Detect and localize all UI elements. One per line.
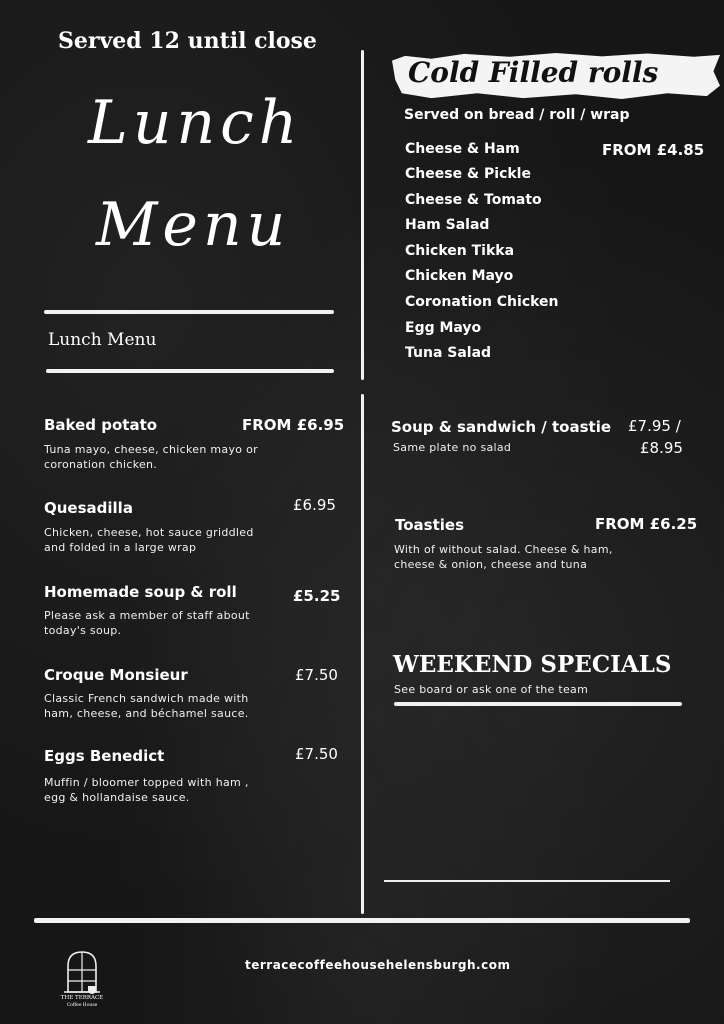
item-desc-quesadilla-1: Chicken, cheese, hot sauce griddled bbox=[44, 526, 254, 539]
weekend-specials-desc: See board or ask one of the team bbox=[394, 683, 589, 696]
item-name-croque-monsieur: Croque Monsieur bbox=[44, 666, 188, 684]
divider-right-bottom bbox=[384, 880, 670, 882]
item-desc-baked-potato-1: Tuna mayo, cheese, chicken mayo or bbox=[44, 443, 258, 456]
item-desc-quesadilla-2: and folded in a large wrap bbox=[44, 541, 197, 554]
served-time: Served 12 until close bbox=[58, 28, 317, 54]
cold-rolls-title: Cold Filled rolls bbox=[408, 56, 659, 89]
title-menu: Menu bbox=[96, 190, 291, 260]
item-name-soup-sandwich: Soup & sandwich / toastie bbox=[391, 418, 612, 436]
divider-top-left bbox=[44, 310, 334, 314]
roll-item: Ham Salad bbox=[405, 217, 490, 233]
item-desc-eggs-benedict-1: Muffin / bloomer topped with ham , bbox=[44, 776, 249, 789]
subtitle-lunch-menu: Lunch Menu bbox=[48, 330, 157, 350]
item-name-eggs-benedict: Eggs Benedict bbox=[44, 747, 165, 765]
logo-text-2: Coffee House bbox=[66, 1003, 98, 1008]
window-logo-icon bbox=[58, 946, 106, 996]
item-desc-croque-monsieur-2: ham, cheese, and béchamel sauce. bbox=[44, 707, 249, 720]
item-price-soup-sandwich-2: £8.95 bbox=[640, 439, 683, 457]
vertical-divider-upper bbox=[361, 50, 364, 380]
item-name-baked-potato: Baked potato bbox=[44, 416, 158, 434]
item-desc-soup-roll-1: Please ask a member of staff about bbox=[44, 609, 250, 622]
item-desc-soup-roll-2: today's soup. bbox=[44, 624, 122, 637]
weekend-specials-title: WEEKEND SPECIALS bbox=[393, 651, 672, 678]
item-price-croque-monsieur: £7.50 bbox=[295, 666, 338, 684]
roll-item: Chicken Tikka bbox=[405, 243, 515, 259]
item-price-eggs-benedict: £7.50 bbox=[295, 745, 338, 763]
item-desc-eggs-benedict-2: egg & hollandaise sauce. bbox=[44, 791, 190, 804]
roll-item: Cheese & Pickle bbox=[405, 166, 531, 182]
item-price-soup-roll: £5.25 bbox=[293, 587, 341, 605]
item-price-toasties: FROM £6.25 bbox=[595, 515, 698, 533]
item-desc-baked-potato-2: coronation chicken. bbox=[44, 458, 158, 471]
item-price-baked-potato: FROM £6.95 bbox=[242, 416, 345, 434]
item-price-soup-sandwich-1: £7.95 / bbox=[628, 417, 681, 435]
item-name-quesadilla: Quesadilla bbox=[44, 499, 133, 517]
divider-left bbox=[46, 369, 334, 373]
footer-website: terracecoffeehousehelensburgh.com bbox=[245, 958, 511, 972]
divider-weekend bbox=[394, 702, 682, 706]
roll-item: Coronation Chicken bbox=[405, 294, 559, 310]
item-desc-toasties-1: With of without salad. Cheese & ham, bbox=[394, 543, 613, 556]
roll-item: Tuna Salad bbox=[405, 345, 492, 361]
item-desc-soup-sandwich: Same plate no salad bbox=[393, 441, 512, 454]
roll-item: Chicken Mayo bbox=[405, 268, 514, 284]
roll-item: Egg Mayo bbox=[405, 320, 482, 336]
roll-item: Cheese & Ham bbox=[405, 141, 520, 157]
item-name-toasties: Toasties bbox=[395, 516, 465, 534]
item-price-quesadilla: £6.95 bbox=[293, 496, 336, 514]
roll-item: Cheese & Tomato bbox=[405, 192, 542, 208]
item-desc-toasties-2: cheese & onion, cheese and tuna bbox=[394, 558, 588, 571]
title-lunch: Lunch bbox=[88, 88, 303, 158]
vertical-divider-lower bbox=[361, 394, 364, 914]
item-desc-croque-monsieur-1: Classic French sandwich made with bbox=[44, 692, 249, 705]
logo-text-1: THE TERRACE bbox=[60, 995, 104, 1001]
cold-rolls-price: FROM £4.85 bbox=[602, 141, 705, 159]
divider-bottom bbox=[34, 918, 690, 923]
terrace-logo bbox=[58, 946, 106, 1012]
cold-rolls-subtitle: Served on bread / roll / wrap bbox=[404, 107, 630, 123]
item-name-soup-roll: Homemade soup & roll bbox=[44, 583, 237, 601]
